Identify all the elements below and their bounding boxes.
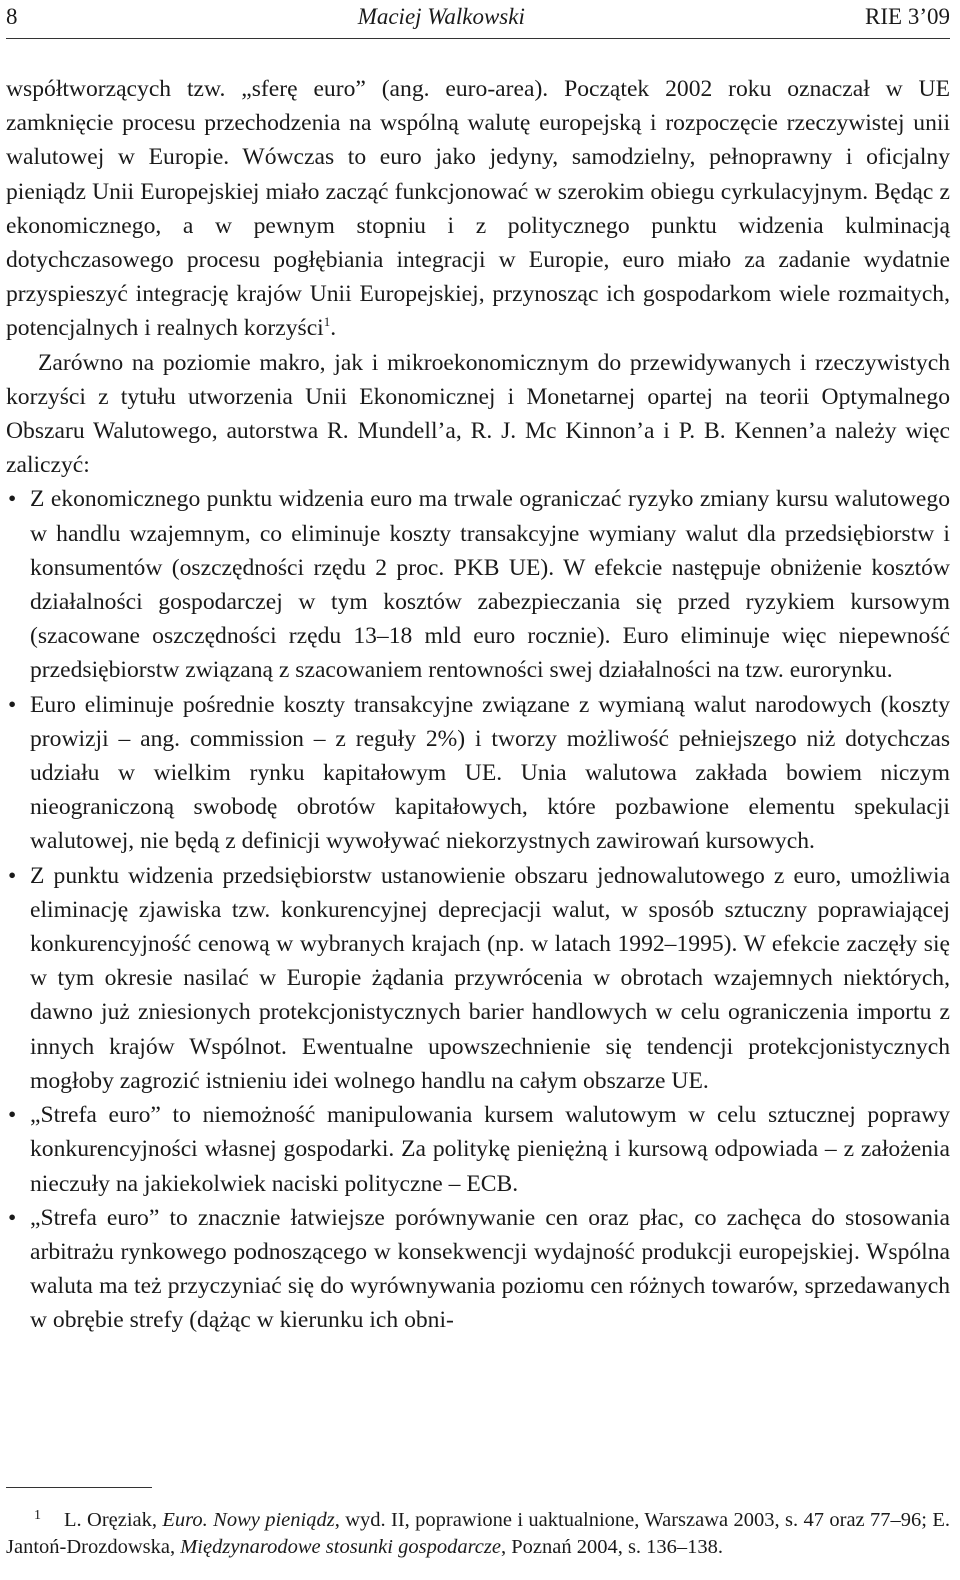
footnote-title: Międzynarodowe stosunki gospodarcze: [180, 1536, 501, 1558]
page-number: 8: [6, 4, 18, 29]
list-item: • Z ekonomicznego punktu widzenia euro ma trwale ograniczać ryzyko zmiany kursu walutowego w handlu wzajemnym, co eliminuje koszty transakcyjne wymiany walut dla przedsiębiorstw i konsumentów (oszczędności rzędu 2 proc. PKB UE). W efekcie następuje obniżenie kosztów działalności gospodarczej w tym kosztów zabezpieczania się przed ryzykiem kursowym (szacowane oszczędności rzędu 13–18 mld euro rocznie). Euro eliminuje więc niepewność przedsiębiorstw związaną z szacowaniem rentowności swej działalności na tzw. eurorynku.: [6, 482, 950, 687]
footnote-text: , Poznań 2004, s. 136–138.: [500, 1536, 724, 1558]
paragraph-text: współtworzących tzw. „sferę euro” (ang. euro-area). Początek 2002 roku oznaczał w UE zamknięcie procesu przechodzenia na wspólną walutę europejską i rozpoczęcie rzeczywistej unii walutowej w Europie. Wówczas to euro jako jedyny, samodzielny, pełnoprawny i oficjalny pieniądz Unii Europejskiej miało zacząć funkcjonować w szerokim obiegu cyrkulacyjnym. Będąc z ekonomicznego, a w pewnym stopniu i z politycznego punktu widzenia kulminacją dotychczasowego procesu pogłębiania integracji w Europie, euro miało za zadanie wydatnie przyspieszyć integrację krajów Unii Europejskiej, przynosząc ich gospodarkom wiele rozmaitych, potencjalnych i realnych korzyści: [6, 76, 950, 342]
list-item: • Z punktu widzenia przedsiębiorstw ustanowienie obszaru jednowalutowego z euro, umożliwia eliminację zjawiska tzw. konkurencyjnej deprecjacji walut, w sposób sztuczny poprawiającej konkurencyjność cenową w wybranych krajach (np. w latach 1992–1995). W efekcie zaczęły się w tym okresie nasilać w Europie żądania przywrócenia w obrotach wzajemnych niektórych, dawno już zniesionych protekcjonistycznych barier handlowych w celu ograniczenia importu z innych krajów Wspólnot. Ewentualne upowszechnienie się tendencji protekcjonistycznych mogłoby zagrozić istnieniu idei wolnego handlu na całym obszarze UE.: [6, 859, 950, 1098]
paragraph: Zarówno na poziomie makro, jak i mikroekonomicznym do przewidywanych i rzeczywistych korzyści z tytułu utworzenia Unii Ekonomicznej i Monetarnej opartej na teorii Optymalnego Obszaru Walutowego, autorstwa R. Mundell’a, R. J. Mc Kinnon’a i P. B. Kennen’a należy więc zaliczyć:: [6, 349, 950, 479]
list-item: • Euro eliminuje pośrednie koszty transakcyjne związane z wymianą walut narodowych (koszty prowizji – ang. commission – z reguły 2%) i tworzy możliwość pełniejszego niż dotychczas udziału w wielkim rynku kapitałowym UE. Unia walutowa zakłada bowiem niczym nieograniczoną swobodę obrotów kapitałowych, które pozbawione elementu spekulacji walutowej, nie będą z definicji wywoływać niekorzystnych zawirowań kursowych.: [6, 688, 950, 859]
footnote-text: L. Oręziak,: [64, 1509, 163, 1531]
paragraph: [6, 72, 950, 346]
journal-issue: RIE 3’09: [865, 4, 950, 29]
list-item: • „Strefa euro” to niemożność manipulowania kursem walutowym w celu sztucznej poprawy konkurencyjności własnej gospodarki. Za politykę pieniężną i kursową odpowiada – z założenia nieczuły na jakiekolwiek naciski polityczne – ECB.: [6, 1098, 950, 1201]
footnote-text: , wyd. II, poprawione i uaktualnione, Warszawa 2003, s. 47 oraz 77–96; E. Jantoń-Drozdowska,: [6, 1509, 950, 1558]
footnote: [6, 1507, 950, 1561]
list-item: • „Strefa euro” to znacznie łatwiejsze porównywanie cen oraz płac, co zachęca do stosowania arbitrażu rynkowego podnoszącego w konsekwencji wydajność produkcji europejskiej. Wspólna waluta ma też przyczyniać się do wyrównywania poziomu cen różnych towarów, sprzedawanych w obrębie strefy (dążąc w kierunku ich obni-: [6, 1201, 950, 1338]
running-header: [6, 0, 950, 34]
header-rule: [6, 38, 950, 39]
footnote-reference[interactable]: 1: [323, 314, 331, 330]
benefits-list: [6, 482, 950, 1337]
footnote-title: Euro. Nowy pieniądz: [162, 1509, 335, 1531]
paragraph-end: .: [330, 315, 337, 342]
footnote-number: 1: [34, 1508, 41, 1523]
footnote-rule: [6, 1487, 152, 1488]
running-author: Maciej Walkowski: [357, 4, 525, 29]
main-text: [6, 72, 950, 1338]
